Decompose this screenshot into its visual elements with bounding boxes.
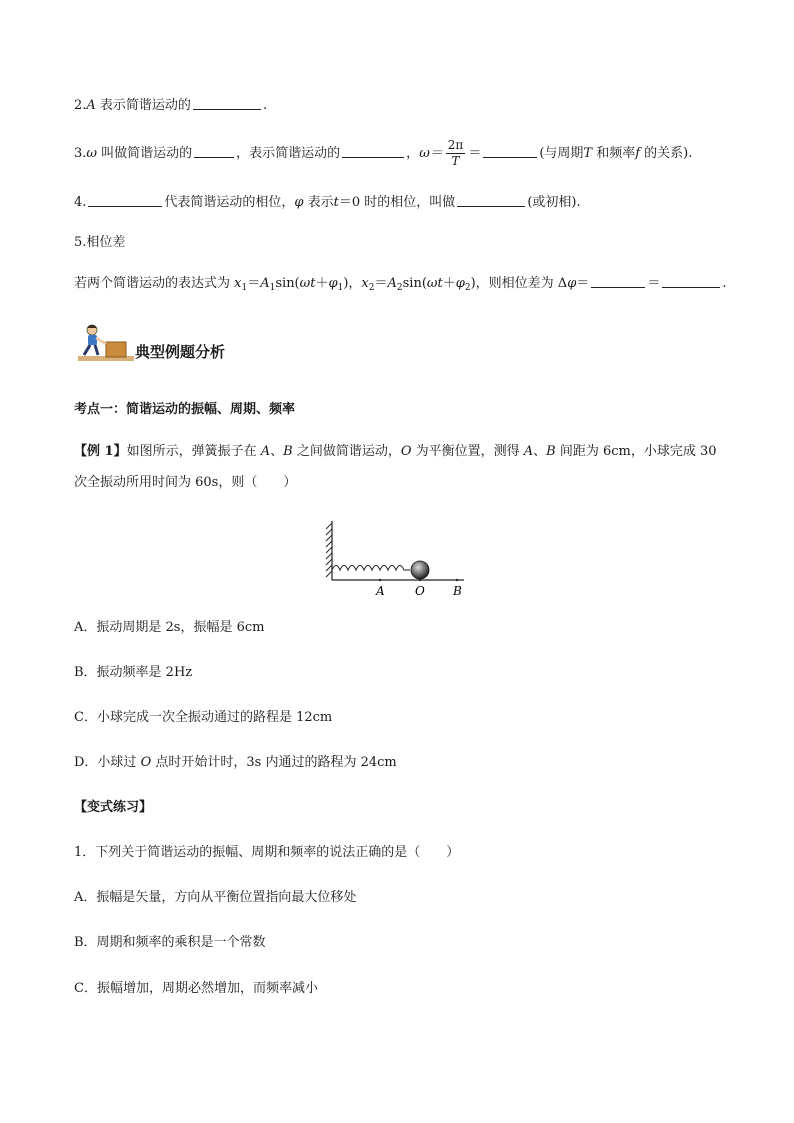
practice-option-b[interactable]: B．周期和频率的乘积是一个常数 bbox=[74, 935, 266, 950]
practice-option-c[interactable]: C．振幅增加，周期必然增加，而频率减小 bbox=[74, 981, 318, 996]
point-label-B: B bbox=[453, 584, 462, 598]
practice-heading: 【变式练习】 bbox=[74, 800, 153, 815]
item-4: 4. 代表简谐运动的相位，φ 表示t＝0 时的相位，叫做 (或初相). bbox=[74, 195, 581, 210]
example-option-b[interactable]: B．振动频率是 2Hz bbox=[74, 665, 193, 680]
fill-blank[interactable] bbox=[457, 193, 525, 207]
fill-blank[interactable] bbox=[591, 274, 645, 288]
example-1-line-1: 【例 1】如图所示，弹簧振子在 A、B 之间做简谐运动，O 为平衡位置，测得 A、B 间距为 6cm，小球完成 30 bbox=[74, 444, 717, 459]
point-label-A: A bbox=[376, 584, 385, 598]
practice-question-1: 1．下列关于简谐运动的振幅、周期和频率的说法正确的是（ ） bbox=[74, 845, 460, 860]
fill-blank[interactable] bbox=[342, 144, 404, 158]
item-6: 若两个简谐运动的表达式为 $x_1=A_1\sin(\omega t+\varphi_1)$，$x_2=A_2\sin(\omega t+\varphi_2)$，则相位差为 Δφ＝ ＝ . bbox=[74, 276, 727, 293]
example-option-d[interactable]: D．小球过 O 点时开始计时，3s 内通过的路程为 24cm bbox=[74, 755, 397, 770]
item-3: 3.ω 叫做简谐运动的 ，表示简谐运动的 ，ω＝ $\frac{2\pi}{T}$ ＝ (与周期T 和频率f 的关系). bbox=[74, 138, 693, 168]
fill-blank[interactable] bbox=[88, 193, 162, 207]
point-label-O: O bbox=[415, 584, 425, 598]
fraction-2pi-over-T: $\frac{2\pi}{T}$ bbox=[447, 138, 464, 168]
fill-blank[interactable] bbox=[662, 274, 720, 288]
keypoint-heading: 考点一：简谐运动的振幅、周期、频率 bbox=[74, 402, 296, 417]
item-2: 2.A 表示简谐运动的 . bbox=[74, 98, 268, 113]
practice-option-a[interactable]: A．振幅是矢量，方向从平衡位置指向最大位移处 bbox=[74, 890, 357, 905]
section-title: 典型例题分析 bbox=[135, 343, 226, 361]
example-option-a[interactable]: A．振动周期是 2s，振幅是 6cm bbox=[74, 620, 265, 635]
boy-pushing-box-icon bbox=[76, 322, 136, 366]
item-5: 5.相位差 bbox=[74, 235, 126, 250]
example-1-line-2: 次全振动所用时间为 60s，则（ ） bbox=[74, 475, 297, 490]
spring-oscillator-figure bbox=[322, 519, 472, 599]
example-option-c[interactable]: C．小球完成一次全振动通过的路程是 12cm bbox=[74, 710, 333, 725]
fill-blank[interactable] bbox=[194, 144, 234, 158]
fill-blank[interactable] bbox=[483, 144, 537, 158]
fill-blank[interactable] bbox=[193, 96, 261, 110]
